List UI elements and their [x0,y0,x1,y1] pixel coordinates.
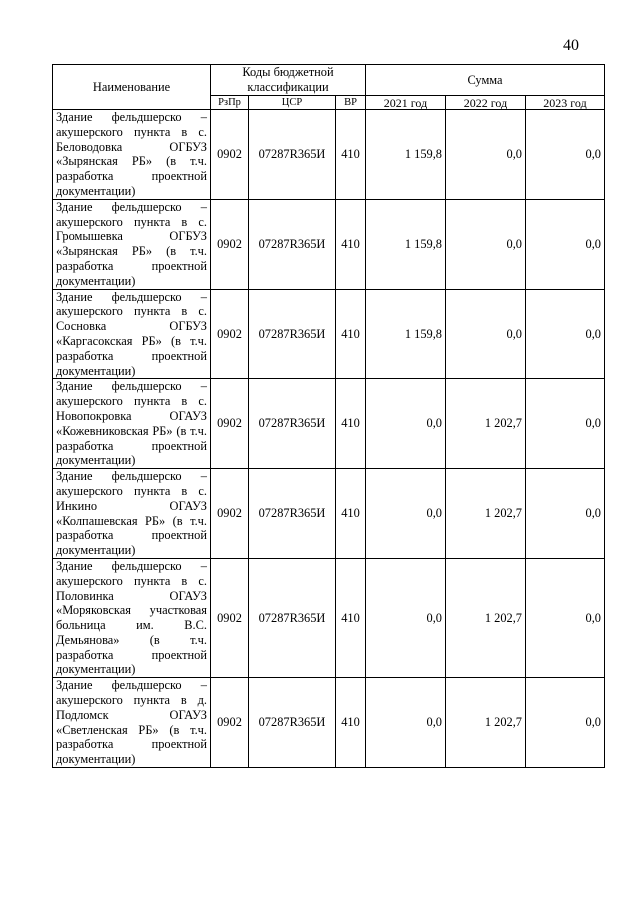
header-row [53,65,605,96]
row-rzpr: 0902 [211,678,249,768]
row-rzpr: 0902 [211,289,249,379]
row-vr: 410 [336,558,366,677]
row-sum-2023: 0,0 [526,110,605,200]
row-sum-2021: 1 159,8 [366,289,446,379]
row-rzpr: 0902 [211,379,249,469]
row-vr: 410 [336,110,366,200]
row-name: Здание фельдшерско – акушерского пункта в с. Сосновка ОГБУЗ «Каргасокская РБ» (в т.ч. разработка проектной документации) [53,289,211,379]
row-vr: 410 [336,379,366,469]
row-sum-2022: 1 202,7 [446,558,526,677]
header-sum: Сумма [366,65,605,96]
table-row [53,558,605,677]
row-sum-2021: 0,0 [366,469,446,559]
table-row [53,289,605,379]
row-sum-2022: 0,0 [446,289,526,379]
row-name: Здание фельдшерско – акушерского пункта в с. Половинка ОГАУЗ «Моряковская участковая больница им. В.С. Демьянова» (в т.ч. разработка проектной документации) [53,558,211,677]
table-row [53,678,605,768]
row-csr: 07287R365И [249,379,336,469]
row-sum-2022: 1 202,7 [446,379,526,469]
row-name: Здание фельдшерско – акушерского пункта в с. Новопокровка ОГАУЗ «Кожевниковская РБ» (в т.ч. разработка проектной документации) [53,379,211,469]
table-row [53,469,605,559]
page-number: 40 [563,37,579,54]
header-name: Наименование [53,65,211,110]
row-csr: 07287R365И [249,678,336,768]
row-sum-2022: 0,0 [446,199,526,289]
row-sum-2022: 0,0 [446,110,526,200]
table-row [53,199,605,289]
row-vr: 410 [336,289,366,379]
row-name: Здание фельдшерско – акушерского пункта в с. Беловодовка ОГБУЗ «Зырянская РБ» (в т.ч. разработка проектной документации) [53,110,211,200]
row-vr: 410 [336,199,366,289]
row-sum-2021: 0,0 [366,678,446,768]
budget-table [52,64,605,768]
row-csr: 07287R365И [249,110,336,200]
row-name: Здание фельдшерско – акушерского пункта в с. Инкино ОГАУЗ «Колпашевская РБ» (в т.ч. разработка проектной документации) [53,469,211,559]
row-csr: 07287R365И [249,199,336,289]
row-sum-2023: 0,0 [526,289,605,379]
header-csr: ЦСР [249,96,336,110]
row-sum-2023: 0,0 [526,558,605,677]
row-rzpr: 0902 [211,110,249,200]
row-sum-2022: 1 202,7 [446,678,526,768]
row-sum-2023: 0,0 [526,199,605,289]
row-sum-2021: 1 159,8 [366,199,446,289]
row-sum-2021: 0,0 [366,379,446,469]
row-csr: 07287R365И [249,558,336,677]
row-sum-2022: 1 202,7 [446,469,526,559]
row-name: Здание фельдшерско – акушерского пункта в с. Громышевка ОГБУЗ «Зырянская РБ» (в т.ч. разработка проектной документации) [53,199,211,289]
row-sum-2021: 0,0 [366,558,446,677]
row-name: Здание фельдшерско – акушерского пункта в д. Подломск ОГАУЗ «Светленская РБ» (в т.ч. разработка проектной документации) [53,678,211,768]
row-vr: 410 [336,469,366,559]
row-csr: 07287R365И [249,469,336,559]
row-rzpr: 0902 [211,199,249,289]
row-sum-2023: 0,0 [526,678,605,768]
row-vr: 410 [336,678,366,768]
header-year-2021: 2021 год [366,96,446,110]
header-year-2023: 2023 год [526,96,605,110]
header-vr: ВР [336,96,366,110]
row-csr: 07287R365И [249,289,336,379]
row-sum-2023: 0,0 [526,469,605,559]
header-budget-codes: Коды бюджетной классификации [211,65,366,96]
header-rzpr: РзПр [211,96,249,110]
table-row [53,110,605,200]
table-row [53,379,605,469]
header-year-2022: 2022 год [446,96,526,110]
row-sum-2021: 1 159,8 [366,110,446,200]
row-rzpr: 0902 [211,469,249,559]
row-rzpr: 0902 [211,558,249,677]
row-sum-2023: 0,0 [526,379,605,469]
